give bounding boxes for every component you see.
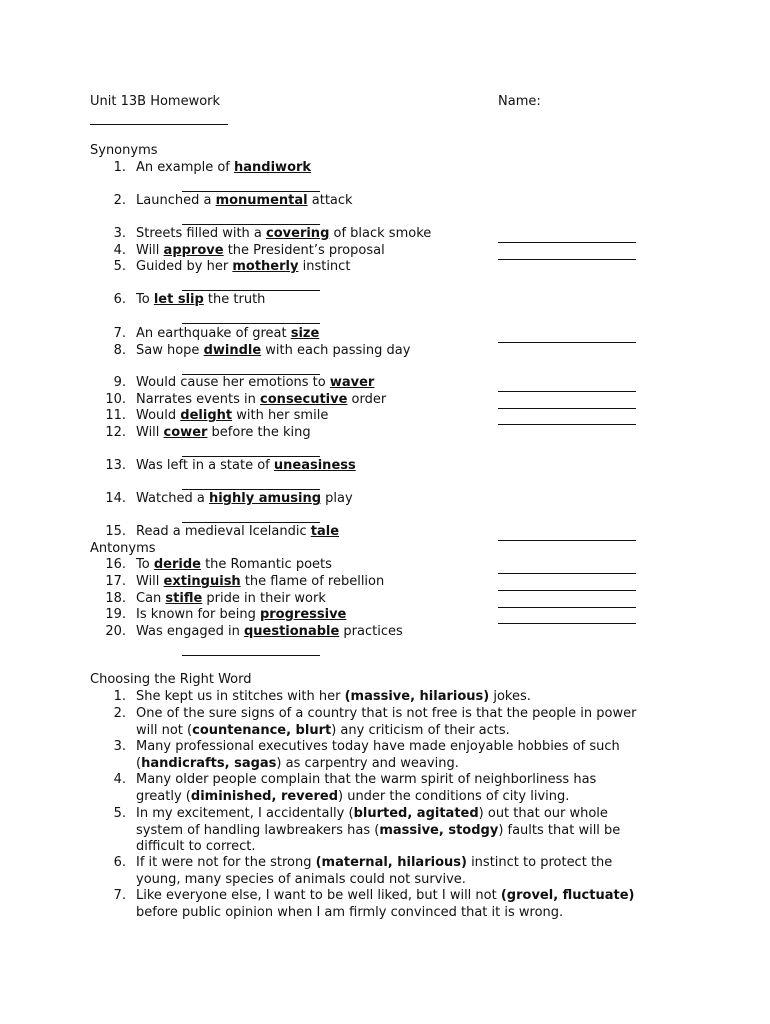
- vocab-word: extinguish: [163, 574, 241, 589]
- answer-line[interactable]: [182, 456, 320, 457]
- item-number: 6.: [113, 292, 126, 307]
- answer-line[interactable]: [498, 342, 636, 343]
- item-number: 10.: [105, 392, 126, 407]
- vocab-word: tale: [310, 524, 340, 539]
- item-phrase: [136, 343, 410, 359]
- phrase-before: Was engaged in: [136, 624, 244, 639]
- item-phrase: [136, 607, 346, 623]
- answer-line[interactable]: [498, 424, 636, 425]
- phrase-before: An earthquake of great: [136, 326, 291, 341]
- answer-line[interactable]: [182, 191, 320, 192]
- item-number: 14.: [105, 491, 126, 506]
- phrase-after: pride in their work: [202, 591, 326, 606]
- phrase-after: play: [321, 491, 353, 506]
- choice-number: 2.: [113, 706, 126, 721]
- phrase-after: with her smile: [232, 408, 329, 423]
- choice-number: 7.: [113, 888, 126, 903]
- vocab-word: dwindle: [203, 343, 262, 358]
- vocab-word: covering: [266, 226, 330, 241]
- vocab-word: size: [290, 326, 320, 341]
- word-choice[interactable]: diminished, revered: [190, 788, 338, 804]
- choice-number: 5.: [113, 806, 126, 821]
- phrase-before: Narrates events in: [136, 392, 261, 407]
- choice-line: [136, 823, 620, 839]
- answer-line[interactable]: [498, 391, 636, 392]
- phrase-before: Would cause her emotions to: [136, 375, 330, 390]
- item-number: 11.: [105, 408, 126, 423]
- choice-line: [136, 905, 563, 921]
- vocab-word: deride: [153, 557, 201, 572]
- phrase-after: practices: [339, 624, 403, 639]
- item-phrase: [136, 226, 431, 242]
- word-choice[interactable]: blurted, agitated: [353, 806, 479, 821]
- sentence-text: ) as carpentry and weaving.: [276, 755, 459, 771]
- choice-line: [136, 723, 510, 739]
- phrase-before: Would: [136, 408, 181, 423]
- answer-line[interactable]: [182, 522, 320, 523]
- phrase-after: the flame of rebellion: [240, 574, 385, 589]
- item-number: 4.: [113, 243, 126, 258]
- choice-line: [136, 855, 612, 871]
- vocab-word: progressive: [259, 607, 347, 622]
- sentence-text: One of the sure signs of a country that is not free is that the people in power: [136, 706, 637, 721]
- answer-line[interactable]: [182, 323, 320, 324]
- answer-line[interactable]: [498, 259, 636, 260]
- vocab-word: handiwork: [234, 160, 312, 175]
- vocab-word: delight: [180, 408, 233, 423]
- phrase-before: Launched a: [136, 193, 216, 208]
- item-number: 16.: [105, 557, 126, 572]
- choice-line: [136, 839, 256, 855]
- phrase-after: instinct: [298, 259, 351, 274]
- sentence-text: (: [136, 755, 142, 771]
- sentence-text: ) under the conditions of city living.: [338, 788, 570, 804]
- item-phrase: [136, 292, 265, 308]
- item-number: 9.: [113, 375, 126, 390]
- choice-line: [136, 739, 620, 755]
- choice-number: 4.: [113, 772, 126, 787]
- item-number: 3.: [113, 226, 126, 241]
- item-phrase: [136, 624, 403, 640]
- item-number: 1.: [113, 160, 126, 175]
- item-number: 13.: [105, 458, 126, 473]
- sentence-text: Many older people complain that the warm spirit of neighborliness has: [136, 772, 597, 787]
- answer-line[interactable]: [182, 224, 320, 225]
- sentence-text: If it were not for the strong: [136, 855, 316, 870]
- phrase-after: with each passing day: [261, 343, 411, 358]
- name-label: Name:: [498, 94, 541, 109]
- item-phrase: [136, 574, 384, 590]
- sentence-text: young, many species of animals could not survive.: [136, 871, 466, 887]
- sentence-text: will not (: [136, 722, 193, 738]
- sentence-text: She kept us in stitches with her: [136, 689, 345, 704]
- sentence-text: before public opinion when I am firmly convinced that it is wrong.: [136, 904, 564, 920]
- sentence-text: difficult to correct.: [136, 839, 256, 854]
- choice-line: [136, 789, 569, 805]
- item-phrase: [136, 591, 326, 607]
- item-phrase: [136, 491, 353, 507]
- vocab-word: approve: [163, 243, 224, 258]
- name-answer-line[interactable]: [90, 124, 228, 125]
- choice-line: [136, 872, 466, 888]
- phrase-before: An example of: [136, 160, 235, 175]
- phrase-before: Saw hope: [136, 343, 204, 358]
- phrase-after: the Romantic poets: [200, 557, 332, 572]
- sentence-text: ) any criticism of their acts.: [331, 722, 510, 738]
- choice-line: [136, 772, 596, 788]
- choice-number: 6.: [113, 855, 126, 870]
- vocab-word: let slip: [153, 292, 204, 307]
- item-phrase: [136, 160, 311, 176]
- phrase-after: the truth: [203, 292, 266, 307]
- choice-number: 3.: [113, 739, 126, 754]
- phrase-after: order: [347, 392, 387, 407]
- sentence-text: Like everyone else, I want to be well liked, but I will not: [136, 888, 501, 903]
- antonyms-heading: Antonyms: [90, 541, 156, 556]
- vocab-word: uneasiness: [273, 458, 356, 473]
- choice-line: [136, 689, 531, 705]
- phrase-after: of black smoke: [329, 226, 432, 241]
- choice-line: [136, 888, 634, 904]
- sentence-text: ) out that our whole: [478, 806, 608, 821]
- phrase-before: Will: [136, 425, 164, 440]
- phrase-after: the President’s proposal: [223, 243, 385, 258]
- vocab-word: motherly: [232, 259, 299, 274]
- answer-line[interactable]: [182, 290, 320, 291]
- item-number: 12.: [105, 425, 126, 440]
- answer-line[interactable]: [182, 489, 320, 490]
- answer-line[interactable]: [498, 607, 636, 608]
- item-phrase: [136, 259, 350, 275]
- choosing-heading: Choosing the Right Word: [90, 672, 252, 687]
- phrase-before: Guided by her: [136, 259, 233, 274]
- item-phrase: [136, 375, 374, 391]
- sentence-text: instinct to protect the: [466, 855, 613, 870]
- worksheet-title: Unit 13B Homework: [90, 94, 221, 109]
- item-number: 17.: [105, 574, 126, 589]
- vocab-word: highly amusing: [208, 491, 322, 506]
- sentence-text: greatly (: [136, 788, 191, 804]
- sentence-text: In my excitement, I accidentally (: [136, 806, 354, 821]
- item-phrase: [136, 557, 332, 573]
- item-number: 7.: [113, 326, 126, 341]
- item-phrase: [136, 408, 328, 424]
- item-phrase: [136, 392, 386, 408]
- sentence-text: jokes.: [489, 689, 531, 704]
- answer-line[interactable]: [498, 242, 636, 243]
- choice-line: [136, 806, 608, 822]
- item-phrase: [136, 425, 311, 441]
- choice-line: [136, 706, 636, 722]
- vocab-word: cower: [163, 425, 208, 440]
- answer-line[interactable]: [498, 623, 636, 624]
- phrase-before: Can: [136, 591, 166, 606]
- sentence-text: Many professional executives today have made enjoyable hobbies of such: [136, 739, 620, 754]
- item-number: 19.: [105, 607, 126, 622]
- phrase-before: Streets filled with a: [136, 226, 267, 241]
- phrase-before: Is known for being: [136, 607, 260, 622]
- word-choice[interactable]: (massive, hilarious): [344, 689, 490, 704]
- item-number: 2.: [113, 193, 126, 208]
- item-phrase: [136, 243, 385, 259]
- phrase-before: Watched a: [136, 491, 209, 506]
- sentence-text: ) faults that will be: [498, 822, 621, 838]
- item-number: 15.: [105, 524, 126, 539]
- vocab-word: waver: [329, 375, 375, 390]
- phrase-after: attack: [307, 193, 353, 208]
- word-choice[interactable]: (maternal, hilarious): [315, 855, 467, 870]
- vocab-word: stifle: [165, 591, 203, 606]
- item-phrase: [136, 524, 339, 540]
- item-number: 20.: [105, 624, 126, 639]
- word-choice[interactable]: handicrafts, sagas: [141, 755, 277, 771]
- answer-line[interactable]: [498, 408, 636, 409]
- vocab-word: consecutive: [260, 392, 348, 407]
- phrase-before: Will: [136, 574, 164, 589]
- word-choice[interactable]: massive, stodgy: [379, 822, 499, 838]
- answer-line[interactable]: [498, 573, 636, 574]
- phrase-after: before the king: [207, 425, 311, 440]
- word-choice[interactable]: (grovel, fluctuate): [500, 888, 635, 903]
- item-number: 8.: [113, 343, 126, 358]
- answer-line[interactable]: [182, 655, 320, 656]
- answer-line[interactable]: [498, 540, 636, 541]
- item-number: 18.: [105, 591, 126, 606]
- item-phrase: [136, 193, 353, 209]
- sentence-text: system of handling lawbreakers has (: [136, 822, 380, 838]
- answer-line[interactable]: [498, 590, 636, 591]
- vocab-word: monumental: [215, 193, 308, 208]
- phrase-before: Read a medieval Icelandic: [136, 524, 311, 539]
- item-phrase: [136, 326, 319, 342]
- phrase-before: To: [136, 292, 154, 307]
- choice-line: [136, 756, 459, 772]
- item-phrase: [136, 458, 356, 474]
- phrase-before: To: [136, 557, 154, 572]
- synonyms-heading: Synonyms: [90, 143, 158, 158]
- phrase-before: Was left in a state of: [136, 458, 274, 473]
- item-number: 5.: [113, 259, 126, 274]
- phrase-before: Will: [136, 243, 164, 258]
- choice-number: 1.: [113, 689, 126, 704]
- word-choice[interactable]: countenance, blurt: [192, 722, 332, 738]
- vocab-word: questionable: [243, 624, 340, 639]
